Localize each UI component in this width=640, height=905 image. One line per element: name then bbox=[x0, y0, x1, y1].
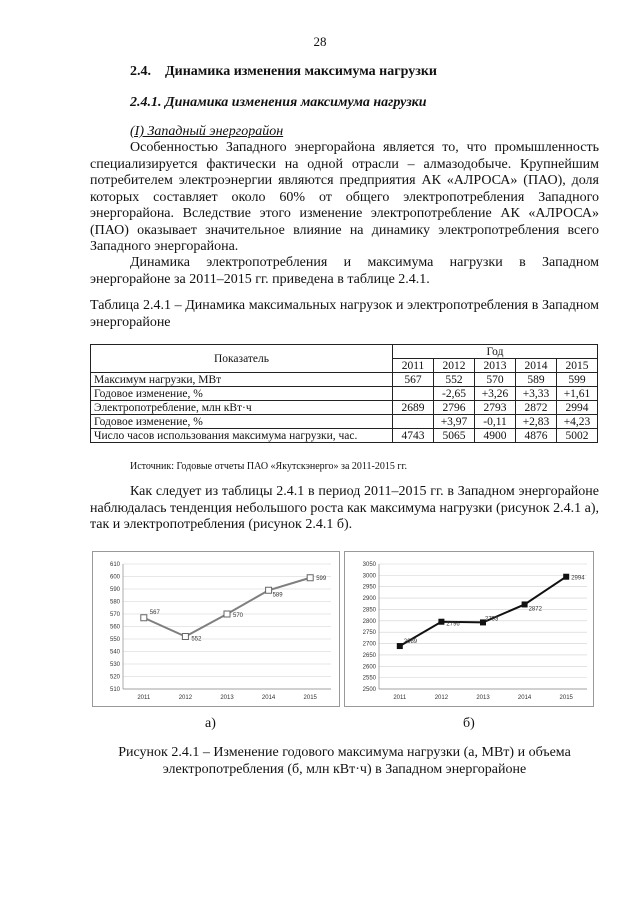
y-tick-label: 2700 bbox=[362, 641, 376, 648]
table-cell: 2872 bbox=[516, 401, 557, 415]
chart-b-frame bbox=[344, 551, 594, 707]
year-cell: 2012 bbox=[434, 359, 475, 373]
table-cell: 4876 bbox=[516, 429, 557, 443]
data-point bbox=[224, 611, 230, 617]
section-heading: 2.4. Динамика изменения максимума нагрузки bbox=[130, 64, 437, 79]
y-tick-label: 590 bbox=[109, 587, 120, 593]
y-tick-label: 3050 bbox=[362, 562, 376, 568]
data-point bbox=[182, 634, 188, 640]
table-cell: +3,33 bbox=[516, 387, 557, 401]
paragraph-3-text: Как следует из таблицы 2.4.1 в период 2011–2015 гг. в Западном энергорайоне наблюдалась тенденция небольшого роста как максимума нагрузки (рисунок 2.4.1 а), так и электропотребления (рисунок 2.4.1 б). bbox=[90, 484, 599, 532]
chart-b-sublabel: б) bbox=[463, 716, 475, 731]
table-cell: 570 bbox=[475, 373, 516, 387]
chart-a-frame bbox=[92, 551, 340, 707]
row-label: Число часов использования максимума нагрузки, час. bbox=[91, 429, 393, 443]
data-point bbox=[141, 615, 147, 621]
table-cell: +1,61 bbox=[557, 387, 598, 401]
data-label: 2994 bbox=[571, 575, 585, 582]
data-point bbox=[307, 575, 313, 581]
table-cell: 2689 bbox=[393, 401, 434, 415]
table-cell: +3,26 bbox=[475, 387, 516, 401]
paragraph-1 bbox=[90, 140, 599, 256]
y-tick-label: 2500 bbox=[362, 687, 376, 693]
y-tick-label: 510 bbox=[109, 687, 120, 693]
table-cell: 2994 bbox=[557, 401, 598, 415]
table-row bbox=[91, 415, 598, 429]
chart-b bbox=[345, 552, 593, 706]
x-tick-label: 2015 bbox=[559, 695, 573, 701]
region-heading: (I) Западный энергорайон bbox=[130, 124, 284, 139]
y-tick-label: 2600 bbox=[362, 664, 376, 671]
y-tick-label: 550 bbox=[109, 637, 120, 643]
y-tick-label: 540 bbox=[109, 649, 120, 656]
y-tick-label: 2850 bbox=[362, 607, 376, 614]
y-tick-label: 560 bbox=[109, 624, 120, 631]
y-tick-label: 610 bbox=[109, 562, 120, 568]
row-label: Годовое изменение, % bbox=[91, 415, 393, 429]
y-tick-label: 600 bbox=[109, 574, 120, 581]
x-tick-label: 2012 bbox=[178, 695, 193, 701]
x-tick-label: 2012 bbox=[434, 695, 449, 701]
row-label: Электропотребление, млн кВт·ч bbox=[91, 401, 393, 415]
table-cell: 2796 bbox=[434, 401, 475, 415]
table-cell: -2,65 bbox=[434, 387, 475, 401]
y-tick-label: 3000 bbox=[362, 573, 376, 580]
x-tick-label: 2011 bbox=[137, 695, 151, 701]
table-cell: +4,23 bbox=[557, 415, 598, 429]
header-indicator: Показатель bbox=[91, 345, 393, 373]
y-tick-label: 2800 bbox=[362, 618, 376, 625]
chart-a-sublabel: а) bbox=[205, 716, 216, 731]
table-cell: 4900 bbox=[475, 429, 516, 443]
paragraph-2-text: Динамика электропотребления и максимума нагрузки в Западном энергорайоне за 2011–2015 гг. приведена в таблице 2.4.1. bbox=[90, 255, 599, 287]
data-point bbox=[563, 574, 569, 580]
year-cell: 2011 bbox=[393, 359, 434, 373]
y-tick-label: 2950 bbox=[362, 584, 376, 591]
x-tick-label: 2014 bbox=[517, 695, 532, 701]
paragraph-2 bbox=[90, 255, 599, 288]
table-row bbox=[91, 373, 598, 387]
table-cell: 599 bbox=[557, 373, 598, 387]
year-cell: 2014 bbox=[516, 359, 557, 373]
data-point bbox=[266, 587, 272, 593]
data-point bbox=[522, 601, 528, 607]
table-cell bbox=[393, 387, 434, 401]
y-tick-label: 2550 bbox=[362, 675, 376, 682]
page-number: 28 bbox=[313, 34, 327, 49]
subsection-heading: 2.4.1. Динамика изменения максимума нагрузки bbox=[130, 95, 427, 110]
figure-caption: Рисунок 2.4.1 – Изменение годового максимума нагрузки (а, МВт) и объема электропотребления (б, млн кВт·ч) в Западном энергорайоне bbox=[118, 745, 571, 777]
x-tick-label: 2015 bbox=[303, 695, 317, 701]
paragraph-3 bbox=[90, 484, 599, 534]
row-label: Годовое изменение, % bbox=[91, 387, 393, 401]
data-label: 567 bbox=[149, 609, 160, 616]
table-cell: 567 bbox=[393, 373, 434, 387]
table-cell: +2,83 bbox=[516, 415, 557, 429]
table-cell bbox=[393, 415, 434, 429]
data-label: 2872 bbox=[528, 606, 542, 613]
x-tick-label: 2013 bbox=[220, 695, 234, 701]
x-tick-label: 2014 bbox=[261, 695, 276, 701]
data-label: 589 bbox=[272, 592, 283, 599]
table-cell: -0,11 bbox=[475, 415, 516, 429]
y-tick-label: 520 bbox=[109, 674, 120, 681]
data-label: 2689 bbox=[403, 639, 418, 646]
data-table bbox=[90, 344, 598, 443]
table-source-note: Источник: Годовые отчеты ПАО «Якутскэнерго» за 2011-2015 гг. bbox=[130, 461, 407, 472]
table-cell: 2793 bbox=[475, 401, 516, 415]
header-year: Год bbox=[393, 345, 598, 359]
data-label: 2793 bbox=[485, 616, 499, 623]
x-tick-label: 2013 bbox=[476, 695, 490, 701]
chart-a bbox=[93, 552, 339, 706]
table-cell: 552 bbox=[434, 373, 475, 387]
data-label: 2796 bbox=[446, 621, 460, 628]
data-label: 570 bbox=[233, 613, 244, 619]
year-cell: 2015 bbox=[557, 359, 598, 373]
x-tick-label: 2011 bbox=[393, 695, 407, 701]
table-row bbox=[91, 387, 598, 401]
data-point bbox=[397, 643, 403, 649]
table-cell: 589 bbox=[516, 373, 557, 387]
series-line bbox=[144, 578, 310, 637]
data-point bbox=[438, 619, 444, 625]
table-cell: 5002 bbox=[557, 429, 598, 443]
y-tick-label: 580 bbox=[109, 599, 120, 606]
y-tick-label: 530 bbox=[109, 662, 120, 668]
y-tick-label: 570 bbox=[109, 612, 120, 618]
row-label: Максимум нагрузки, МВт bbox=[91, 373, 393, 387]
table-caption: Таблица 2.4.1 – Динамика максимальных нагрузок и электропотребления в Западном энергорайоне bbox=[90, 298, 599, 330]
y-tick-label: 2900 bbox=[362, 596, 376, 603]
table-cell: +3,97 bbox=[434, 415, 475, 429]
table-cell: 5065 bbox=[434, 429, 475, 443]
year-cell: 2013 bbox=[475, 359, 516, 373]
data-label: 599 bbox=[316, 575, 327, 582]
data-label: 552 bbox=[191, 636, 202, 643]
table-cell: 4743 bbox=[393, 429, 434, 443]
table-row bbox=[91, 429, 598, 443]
y-tick-label: 2650 bbox=[362, 652, 376, 659]
table-row bbox=[91, 401, 598, 415]
table-header-row bbox=[91, 345, 598, 359]
y-tick-label: 2750 bbox=[362, 630, 376, 637]
paragraph-1-text: Особенностью Западного энергорайона является то, что промышленность специализируется фактически на одной отрасли – алмазодобыче. Крупнейшим потребителем электроэнергии являются предприятия АК «АЛРОСА» (ПАО), доля которых составляет около 60% от общего электропотребления Западного энергорайона. Вследствие этого изменение электропотребление АК «АЛРОСА» (ПАО) оказывает значительное влияние на динамику электропотребления всего Западного энергорайона. bbox=[90, 140, 599, 254]
